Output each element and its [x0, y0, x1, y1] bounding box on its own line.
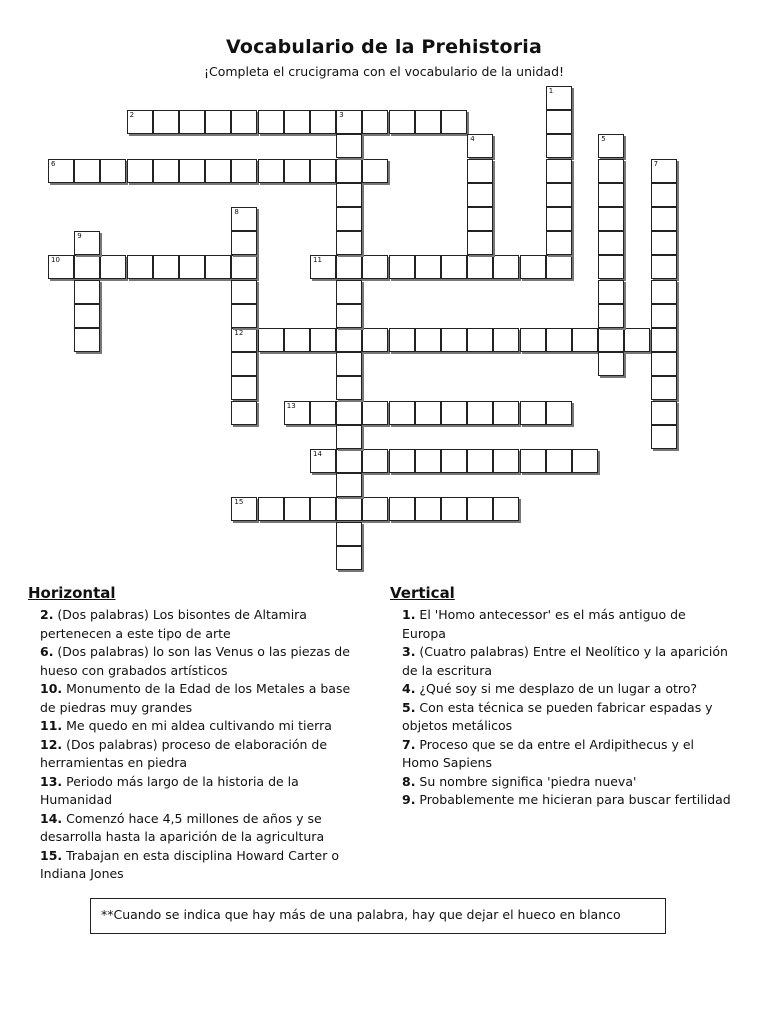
crossword-cell[interactable]	[258, 328, 284, 352]
crossword-cell[interactable]	[127, 110, 153, 134]
crossword-cell[interactable]	[598, 280, 624, 304]
crossword-cell[interactable]	[598, 304, 624, 328]
crossword-cell[interactable]	[231, 352, 257, 376]
crossword-cell[interactable]	[48, 255, 74, 279]
crossword-cell[interactable]	[284, 110, 310, 134]
clue-item	[402, 643, 732, 680]
crossword-cell[interactable]	[598, 352, 624, 376]
crossword-cell[interactable]	[441, 328, 467, 352]
crossword-cell[interactable]	[284, 401, 310, 425]
crossword-cell[interactable]	[598, 231, 624, 255]
crossword-cell[interactable]	[651, 328, 677, 352]
clue-item	[402, 680, 732, 699]
crossword-cell[interactable]	[127, 159, 153, 183]
crossword-cell[interactable]	[467, 231, 493, 255]
crossword-cell[interactable]	[598, 183, 624, 207]
crossword-cell[interactable]	[231, 255, 257, 279]
clue-text: Con esta técnica se pueden fabricar espadas y objetos metálicos	[402, 699, 713, 733]
crossword-cell[interactable]	[598, 207, 624, 231]
crossword-cell[interactable]	[546, 110, 572, 134]
crossword-cell[interactable]	[336, 401, 362, 425]
crossword-cell[interactable]	[205, 255, 231, 279]
crossword-cell[interactable]	[651, 207, 677, 231]
crossword-cell[interactable]	[493, 497, 519, 521]
crossword-cell[interactable]	[336, 280, 362, 304]
crossword-cell[interactable]	[100, 255, 126, 279]
clue-number: 14.	[40, 810, 63, 826]
crossword-cell[interactable]	[231, 304, 257, 328]
crossword-cell[interactable]	[231, 207, 257, 231]
crossword-cell[interactable]	[231, 159, 257, 183]
clue-number: 13.	[40, 773, 63, 789]
clue-item	[402, 699, 732, 736]
clue-number: 12.	[40, 736, 63, 752]
crossword-cell[interactable]	[336, 328, 362, 352]
clue-text: Probablemente me hicieran para buscar fertilidad	[415, 792, 731, 807]
crossword-cell[interactable]	[336, 352, 362, 376]
crossword-cell[interactable]	[467, 328, 493, 352]
crossword-cell[interactable]	[231, 497, 257, 521]
crossword-cell[interactable]	[546, 183, 572, 207]
crossword-cell[interactable]	[598, 134, 624, 158]
crossword-cell[interactable]	[362, 449, 388, 473]
clue-number: 15.	[40, 847, 63, 863]
crossword-cell[interactable]	[231, 231, 257, 255]
crossword-cell[interactable]	[441, 255, 467, 279]
crossword-cell[interactable]	[651, 231, 677, 255]
clue-number: 7.	[402, 736, 416, 752]
page-title: Vocabulario de la Prehistoria	[225, 36, 543, 58]
crossword-cell[interactable]	[520, 328, 546, 352]
clue-item	[40, 810, 365, 847]
crossword-cell[interactable]	[651, 401, 677, 425]
crossword-cell[interactable]	[336, 183, 362, 207]
clue-text: Trabajan en esta disciplina Howard Carter o Indiana Jones	[40, 847, 340, 881]
crossword-cell[interactable]	[127, 255, 153, 279]
clue-item	[402, 606, 732, 643]
crossword-cell[interactable]	[258, 497, 284, 521]
crossword-cell[interactable]	[598, 255, 624, 279]
clue-text: Proceso que se da entre el Ardipithecus y el Homo Sapiens	[402, 736, 695, 770]
crossword-cell[interactable]	[179, 110, 205, 134]
crossword-cell[interactable]	[651, 159, 677, 183]
crossword-cell[interactable]	[546, 231, 572, 255]
cell-number: 7	[653, 159, 659, 168]
crossword-cell[interactable]	[336, 304, 362, 328]
crossword-cell[interactable]	[651, 425, 677, 449]
crossword-cell[interactable]	[336, 425, 362, 449]
crossword-cell[interactable]	[546, 159, 572, 183]
clue-text: (Dos palabras) proceso de elaboración de herramientas en piedra	[40, 736, 328, 770]
clue-number: 4.	[402, 681, 416, 696]
crossword-cell[interactable]	[467, 159, 493, 183]
crossword-cell[interactable]	[546, 328, 572, 352]
crossword-cell[interactable]	[546, 207, 572, 231]
crossword-cell[interactable]	[310, 497, 336, 521]
crossword-cell[interactable]	[336, 449, 362, 473]
crossword-cell[interactable]	[336, 497, 362, 521]
crossword-cell[interactable]	[546, 86, 572, 110]
clue-item	[402, 773, 732, 792]
crossword-cell[interactable]	[389, 110, 415, 134]
crossword-cell[interactable]	[362, 159, 388, 183]
crossword-cell[interactable]	[336, 522, 362, 546]
crossword-cell[interactable]	[651, 183, 677, 207]
crossword-cell[interactable]	[284, 497, 310, 521]
horizontal-clues	[40, 606, 365, 884]
cell-number: 12	[234, 329, 244, 337]
clue-number: 3.	[402, 644, 416, 659]
crossword-cell[interactable]	[415, 255, 441, 279]
crossword-cell[interactable]	[231, 280, 257, 304]
clue-text: (Dos palabras) Los bisontes de Altamira pertenecen a este tipo de arte	[40, 607, 307, 641]
crossword-cell[interactable]	[467, 207, 493, 231]
crossword-cell[interactable]	[493, 328, 519, 352]
crossword-cell[interactable]	[100, 159, 126, 183]
clue-item	[40, 736, 365, 773]
crossword-cell[interactable]	[48, 159, 74, 183]
vertical-heading: Vertical	[390, 584, 455, 602]
crossword-cell[interactable]	[441, 497, 467, 521]
vertical-clues	[402, 606, 732, 810]
cell-number: 14	[313, 450, 322, 458]
crossword-cell[interactable]	[336, 376, 362, 400]
crossword-cell[interactable]	[651, 280, 677, 304]
crossword-cell[interactable]	[441, 110, 467, 134]
crossword-cell[interactable]	[467, 255, 493, 279]
clue-number: 6.	[40, 644, 54, 659]
crossword-cell[interactable]	[74, 159, 100, 183]
cell-number: 13	[286, 401, 296, 410]
crossword-cell[interactable]	[493, 255, 519, 279]
crossword-cell[interactable]	[389, 328, 415, 352]
clue-number: 5.	[402, 699, 416, 715]
crossword-cell[interactable]	[651, 352, 677, 376]
crossword-cell[interactable]	[520, 255, 546, 279]
crossword-cell[interactable]	[546, 449, 572, 473]
crossword-cell[interactable]	[205, 110, 231, 134]
crossword-cell[interactable]	[651, 255, 677, 279]
clue-number: 8.	[402, 773, 416, 789]
page-subtitle: ¡Completa el crucigrama con el vocabulario de la unidad!	[203, 64, 565, 79]
crossword-cell[interactable]	[467, 449, 493, 473]
clue-number: 11.	[40, 718, 63, 733]
crossword-cell[interactable]	[415, 401, 441, 425]
crossword-cell[interactable]	[441, 449, 467, 473]
crossword-cell[interactable]	[415, 328, 441, 352]
crossword-cell[interactable]	[284, 159, 310, 183]
clue-text: (Cuatro palabras) Entre el Neolítico y la aparición de la escritura	[402, 644, 728, 678]
crossword-cell[interactable]	[336, 473, 362, 497]
crossword-cell[interactable]	[467, 134, 493, 158]
crossword-cell[interactable]	[546, 401, 572, 425]
crossword-cell[interactable]	[598, 159, 624, 183]
clue-text: Me quedo en mi aldea cultivando mi tierra	[62, 718, 332, 733]
clue-text: Periodo más largo de la historia de la Humanidad	[40, 773, 299, 807]
crossword-cell[interactable]	[258, 110, 284, 134]
crossword-cell[interactable]	[651, 304, 677, 328]
crossword-cell[interactable]	[336, 110, 362, 134]
crossword-cell[interactable]	[572, 449, 598, 473]
crossword-cell[interactable]	[520, 401, 546, 425]
crossword-cell[interactable]	[231, 376, 257, 400]
crossword-cell[interactable]	[362, 110, 388, 134]
crossword-cell[interactable]	[336, 207, 362, 231]
instructions-note: **Cuando se indica que hay más de una palabra, hay que dejar el hueco en blanco	[90, 898, 666, 934]
crossword-cell[interactable]	[362, 401, 388, 425]
crossword-cell[interactable]	[546, 134, 572, 158]
crossword-cell[interactable]	[310, 401, 336, 425]
cell-number: 2	[129, 111, 135, 120]
cell-number: 10	[51, 256, 60, 265]
crossword-cell[interactable]	[389, 401, 415, 425]
crossword-cell[interactable]	[74, 304, 100, 328]
crossword-cell[interactable]	[310, 110, 336, 134]
clue-text: El 'Homo antecessor' es el más antiguo de Europa	[402, 607, 686, 641]
crossword-cell[interactable]	[546, 255, 572, 279]
crossword-cell[interactable]	[572, 328, 598, 352]
crossword-cell[interactable]	[310, 159, 336, 183]
crossword-cell[interactable]	[467, 183, 493, 207]
crossword-cell[interactable]	[336, 134, 362, 158]
crossword-cell[interactable]	[336, 231, 362, 255]
crossword-cell[interactable]	[467, 497, 493, 521]
crossword-cell[interactable]	[624, 328, 650, 352]
crossword-cell[interactable]	[153, 255, 179, 279]
cell-number: 9	[77, 232, 82, 241]
clue-item	[40, 643, 365, 680]
crossword-cell[interactable]	[520, 449, 546, 473]
crossword-cell[interactable]	[362, 328, 388, 352]
cell-number: 11	[313, 256, 322, 265]
crossword-cell[interactable]	[231, 110, 257, 134]
crossword-cell[interactable]	[310, 255, 336, 279]
clue-text: Monumento de la Edad de los Metales a base de piedras muy grandes	[40, 681, 351, 715]
crossword-cell[interactable]	[441, 401, 467, 425]
clue-text: ¿Qué soy si me desplazo de un lugar a otro?	[415, 681, 698, 696]
cell-number: 6	[51, 159, 56, 168]
crossword-cell[interactable]	[389, 255, 415, 279]
cell-number: 3	[339, 111, 344, 120]
crossword-cell[interactable]	[310, 449, 336, 473]
crossword-cell[interactable]	[389, 497, 415, 521]
crossword-cell[interactable]	[467, 401, 493, 425]
crossword-cell[interactable]	[336, 159, 362, 183]
crossword-cell[interactable]	[153, 110, 179, 134]
clue-text: (Dos palabras) lo son las Venus o las piezas de hueso con grabados artísticos	[40, 644, 350, 678]
crossword-cell[interactable]	[74, 280, 100, 304]
cell-number: 15	[234, 498, 244, 507]
clue-item	[40, 847, 365, 884]
crossword-cell[interactable]	[74, 255, 100, 279]
horizontal-heading: Horizontal	[28, 584, 116, 602]
crossword-cell[interactable]	[179, 255, 205, 279]
clue-item	[40, 717, 365, 736]
clue-item	[40, 773, 365, 810]
crossword-cell[interactable]	[153, 159, 179, 183]
crossword-cell[interactable]	[231, 401, 257, 425]
clue-item	[40, 606, 365, 643]
crossword-cell[interactable]	[74, 231, 100, 255]
clue-number: 10.	[40, 681, 63, 696]
crossword-cell[interactable]	[598, 328, 624, 352]
crossword-cell[interactable]	[179, 159, 205, 183]
crossword-cell[interactable]	[231, 328, 257, 352]
clue-number: 1.	[402, 607, 416, 622]
crossword-cell[interactable]	[493, 401, 519, 425]
crossword-cell[interactable]	[362, 497, 388, 521]
crossword-cell[interactable]	[205, 159, 231, 183]
cell-number: 5	[601, 135, 606, 144]
crossword-cell[interactable]	[415, 497, 441, 521]
crossword-cell[interactable]	[284, 328, 310, 352]
crossword-cell[interactable]	[389, 449, 415, 473]
clue-text: Su nombre significa 'piedra nueva'	[415, 773, 637, 789]
crossword-cell[interactable]	[336, 546, 362, 570]
crossword-cell[interactable]	[493, 449, 519, 473]
crossword-cell[interactable]	[651, 376, 677, 400]
crossword-cell[interactable]	[362, 255, 388, 279]
crossword-cell[interactable]	[336, 255, 362, 279]
cell-number: 8	[234, 208, 239, 216]
clue-item	[40, 680, 365, 717]
crossword-cell[interactable]	[74, 328, 100, 352]
crossword-cell[interactable]	[258, 159, 284, 183]
clue-number: 9.	[402, 792, 416, 807]
clue-item	[402, 791, 732, 810]
cell-number: 1	[548, 87, 554, 95]
crossword-cell[interactable]	[310, 328, 336, 352]
clue-number: 2.	[40, 607, 54, 622]
clue-item	[402, 736, 732, 773]
clue-text: Comenzó hace 4,5 millones de años y se desarrolla hasta la aparición de la agricultura	[40, 810, 325, 844]
crossword-cell[interactable]	[415, 449, 441, 473]
crossword-cell[interactable]	[415, 110, 441, 134]
cell-number: 4	[470, 135, 475, 144]
